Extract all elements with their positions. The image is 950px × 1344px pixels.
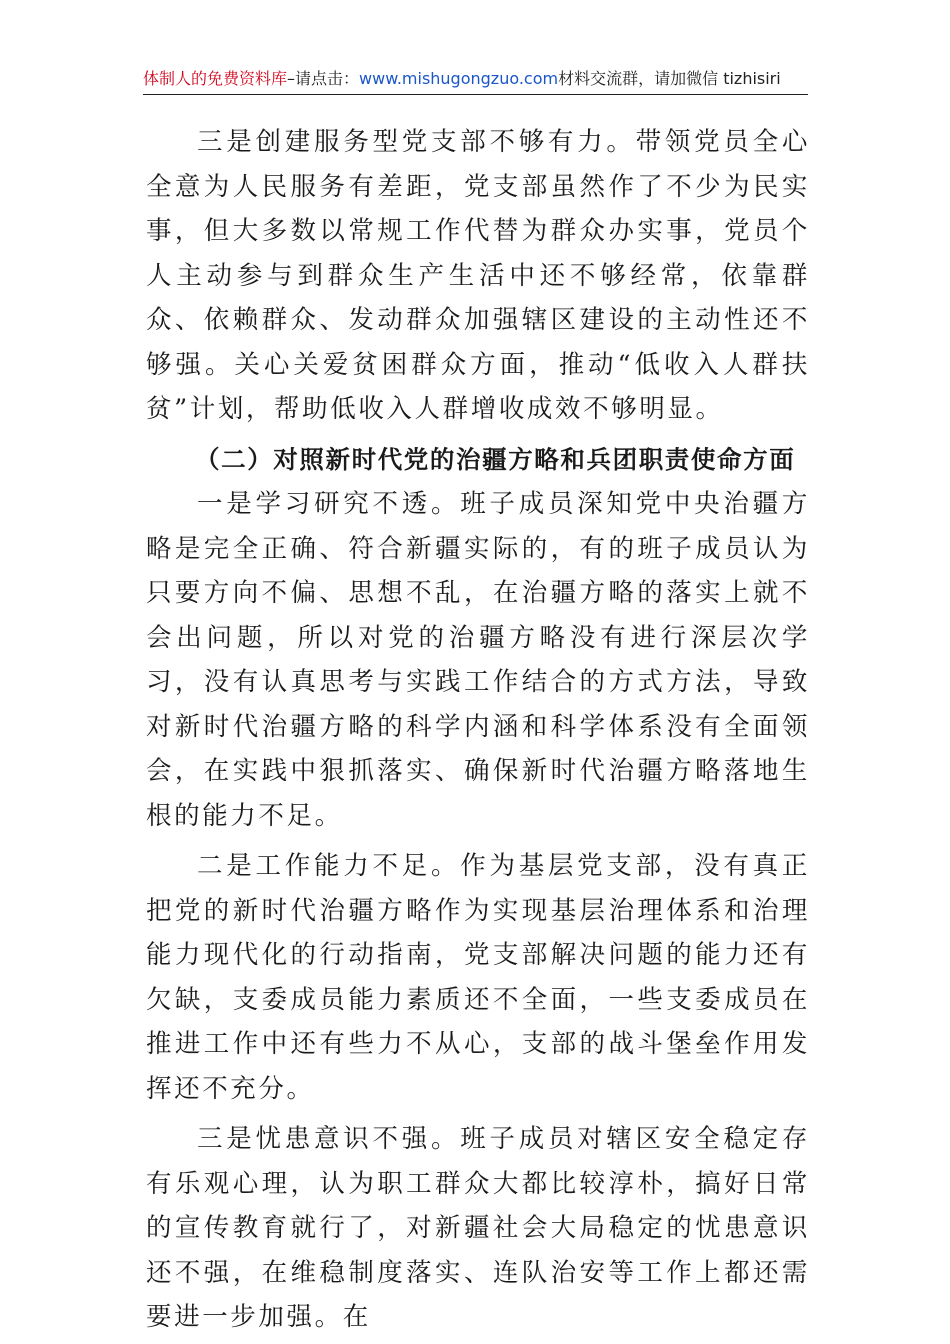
header-url-link[interactable]: www.mishugongzuo.com [359, 69, 559, 88]
header-prompt: –请点击： [287, 69, 360, 88]
paragraph-service-party-branch: 三是创建服务型党支部不够有力。带领党员全心全意为人民服务有差距，党支部虽然作了不少为民实事，但大多数以常规工作代替为群众办实事，党员个人主动参与到群众生产生活中还不够经常，依靠群众、依赖群众、发动群众加强辖区建设的主动性还不够强。关心关爱贫困群众方面，推动“低收入人群扶贫”计划，帮助低收入人群增收成效不够明显。 [146, 127, 810, 424]
header-contact: 材料交流群，请加微信 tizhisiri [558, 69, 781, 88]
paragraph-work-ability: 二是工作能力不足。作为基层党支部，没有真正把党的新时代治疆方略作为实现基层治理体系和治理能力现代化的行动指南，党支部解决问题的能力还有欠缺，支委成员能力素质还不全面，一些支委成员在推进工作中还有些力不从心，支部的战斗堡垒作用发挥还不充分。 [146, 851, 810, 1104]
document-body [146, 120, 810, 1340]
section-heading-2: （二）对照新时代党的治疆方略和兵团职责使命方面 [195, 444, 796, 474]
paragraph-sense-of-urgency: 三是忧患意识不强。班子成员对辖区安全稳定存有乐观心理，认为职工群众大都比较淳朴，搞好日常的宣传教育就行了，对新疆社会大局稳定的忧患意识还不强，在维稳制度落实、连队治安等工作上都还需要进一步加强。在 [146, 1124, 810, 1332]
paragraph-study-research: 一是学习研究不透。班子成员深知党中央治疆方略是完全正确、符合新疆实际的，有的班子成员认为只要方向不偏、思想不乱，在治疆方略的落实上就不会出问题，所以对党的治疆方略没有进行深层次学习，没有认真思考与实践工作结合的方式方法，导致对新时代治疆方略的科学内涵和科学体系没有全面领会，在实践中狠抓落实、确保新时代治疆方略落地生根的能力不足。 [146, 489, 810, 831]
page-header [143, 66, 808, 95]
header-brand: 体制人的免费资料库 [143, 69, 288, 88]
